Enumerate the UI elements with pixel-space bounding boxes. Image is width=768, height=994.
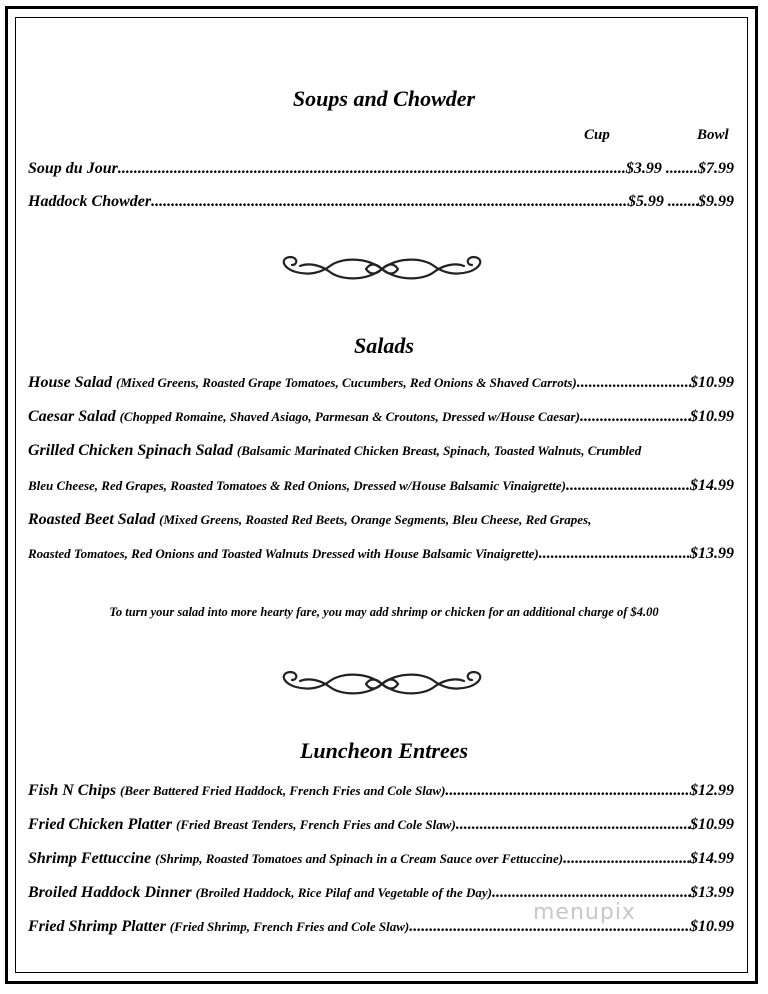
item-description: (Fried Shrimp, French Fries and Cole Slaw)	[169, 919, 410, 934]
cup-price: $3.99	[625, 160, 662, 177]
item-description: (Balsamic Marinated Chicken Breast, Spinach, Toasted Walnuts, Crumbled	[236, 443, 642, 458]
dot-leader	[539, 545, 690, 563]
item-name: House Salad	[28, 374, 113, 391]
item-price: $14.99	[690, 477, 734, 494]
item-description: (Broiled Haddock, Rice Pilaf and Vegetable of the Day)	[195, 885, 492, 900]
dot-leader	[151, 193, 628, 211]
dot-leader	[118, 160, 626, 178]
menu-item-haddock-chowder	[28, 193, 734, 211]
item-description: (Fried Breast Tenders, French Fries and Cole Slaw)	[176, 817, 456, 832]
item-description: (Mixed Greens, Roasted Red Beets, Orange Segments, Bleu Cheese, Red Grapes,	[159, 512, 592, 527]
menu-item-roasted-beet-salad	[28, 511, 734, 529]
dot-leader	[580, 408, 690, 426]
item-name: Haddock Chowder	[28, 193, 152, 210]
scroll-flourish-icon	[270, 667, 494, 701]
item-price: $12.99	[690, 782, 734, 799]
item-price: $13.99	[690, 545, 734, 562]
salad-addon-note: To turn your salad into more hearty fare, you may add shrimp or chicken for an additional charge of $4.00	[109, 605, 659, 619]
bowl-price: $9.99	[698, 193, 734, 210]
bowl-price: $7.99	[698, 160, 734, 177]
salads-heading: Salads	[354, 333, 414, 358]
menu-item-soup-du-jour	[28, 160, 734, 178]
dot-leader	[566, 477, 690, 495]
cup-price: $5.99	[627, 193, 664, 210]
dot-leader	[456, 816, 690, 834]
menu-item-house-salad	[28, 374, 734, 392]
soups-heading: Soups and Chowder	[292, 86, 476, 111]
item-price: $10.99	[690, 918, 734, 935]
entrees-heading: Luncheon Entrees	[299, 738, 469, 763]
item-name: Shrimp Fettuccine	[28, 850, 152, 867]
cup-column-header: Cup	[584, 127, 610, 143]
menu-item-shrimp-fettuccine	[28, 850, 734, 868]
item-name: Caesar Salad	[28, 408, 116, 425]
scroll-flourish-icon	[270, 252, 494, 286]
dot-leader	[666, 160, 698, 178]
dot-leader	[563, 850, 690, 868]
item-name: Roasted Beet Salad	[28, 511, 156, 528]
item-price: $10.99	[690, 816, 734, 833]
item-description: (Chopped Romaine, Shaved Asiago, Parmesan & Croutons, Dressed w/House Caesar)	[119, 409, 580, 424]
bowl-column-header: Bowl	[697, 127, 729, 143]
menupix-watermark: menupix	[533, 900, 636, 925]
item-price: $10.99	[690, 408, 734, 425]
item-description: (Shrimp, Roasted Tomatoes and Spinach in a Cream Sauce over Fettuccine)	[155, 851, 564, 866]
item-price: $10.99	[690, 374, 734, 391]
item-name: Fried Shrimp Platter	[28, 918, 166, 935]
item-description-cont: Bleu Cheese, Red Grapes, Roasted Tomatoes & Red Onions, Dressed w/House Balsamic Vinaigrette)	[28, 478, 566, 493]
menu-item-fish-n-chips	[28, 782, 734, 800]
dot-leader	[577, 374, 690, 392]
item-name: Grilled Chicken Spinach Salad	[28, 442, 233, 459]
item-name: Soup du Jour	[28, 160, 118, 177]
item-price: $14.99	[690, 850, 734, 867]
item-name: Fried Chicken Platter	[28, 816, 172, 833]
menu-item-grilled-chicken-spinach-salad-cont	[28, 477, 734, 495]
dot-leader	[668, 193, 698, 211]
menu-item-caesar-salad	[28, 408, 734, 426]
menu-item-grilled-chicken-spinach-salad	[28, 442, 734, 460]
menu-item-roasted-beet-salad-cont	[28, 545, 734, 563]
item-description-cont: Roasted Tomatoes, Red Onions and Toasted Walnuts Dressed with House Balsamic Vinaigrette)	[28, 546, 539, 561]
item-price: $13.99	[690, 884, 734, 901]
item-name: Broiled Haddock Dinner	[28, 884, 192, 901]
item-description: (Beer Battered Fried Haddock, French Fries and Cole Slaw)	[120, 783, 446, 798]
item-name: Fish N Chips	[28, 782, 117, 799]
dot-leader	[445, 782, 690, 800]
menu-item-fried-chicken-platter	[28, 816, 734, 834]
item-description: (Mixed Greens, Roasted Grape Tomatoes, Cucumbers, Red Onions & Shaved Carrots)	[116, 375, 577, 390]
